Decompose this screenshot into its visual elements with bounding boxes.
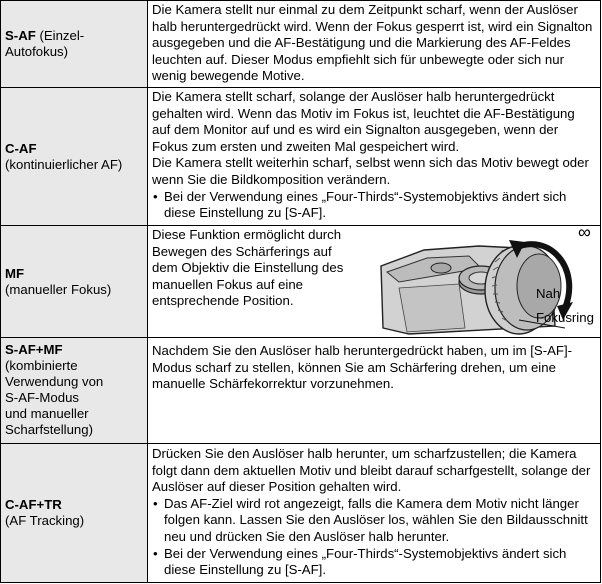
mode-cell [1,1,148,87]
mode-name: C-AF [5,140,37,156]
mode-cell [1,338,148,443]
mode-desc-line: (kontinuierlicher AF) [5,156,123,172]
table-row-mf [1,222,601,338]
description-cell [148,1,601,87]
infinity-label: ∞ [578,222,591,242]
mode-name: S-AF [5,28,36,43]
mode-cell [1,88,148,225]
mode-desc-line: (Einzel- [35,28,85,43]
description-cell [148,222,601,337]
mode-desc-line: Autofokus) [5,44,69,59]
bullet-text: Bei der Verwendung eines „Four-Thirds“-Systemobjektivs ändert sich diese Einstellung zu [S-AF]. [164,545,567,578]
mode-desc-line: (manueller Fokus) [5,281,112,297]
mode-cell [1,226,148,337]
focus-ring-label: Fokusring [536,310,594,325]
near-label: Nah [536,286,561,301]
mode-name: MF [5,265,25,281]
description-paragraph: Die Kamera stellt weiterhin scharf, selbst wenn sich das Motiv bewegt oder wenn Sie die Bildkomposition verändern. [152,155,589,187]
mode-cell [1,444,148,582]
bullet-text: Das AF-Ziel wird rot angezeigt, falls die Kamera dem Motiv nicht länger folgen kann. Lassen Sie den Auslöser los, wählen Sie den Bildausschnitt neu und drücken Sie den Auslöser halb herunter. [164,495,588,544]
bullet-text: Bei der Verwendung eines „Four-Thirds“-Systemobjektivs ändert sich diese Einstellung zu [S-AF]. [164,188,567,221]
description-paragraph: Drücken Sie den Auslöser halb herunter, um scharfzustellen; die Kamera folgt dann dem aktuellen Motiv und bleibt darauf scharfgestellt, solange der Auslöser auf dieser Position gehalten wird. [152,446,591,495]
mode-name: S-AF+MF [5,342,63,357]
mode-desc-line: und manueller [5,406,89,421]
table-row-c-af [1,88,601,226]
mode-desc-line: S-AF-Modus [5,390,80,405]
mode-desc-line: Verwendung von [5,374,104,389]
table-row-c-af-tr [1,444,601,583]
description-paragraph: Die Kamera stellt nur einmal zu dem Zeitpunkt scharf, wenn der Auslöser halb heruntergedrückt wird. Wenn der Fokus gesperrt ist, wird ein Signalton ausgegeben und die AF-Bestätigung und die Markierung des AF-Feldes leuchten auf. Dieser Modus empfiehlt sich für unbewegte oder sich nur wenig bewegende Motive. [152,2,593,84]
description-cell [148,444,601,582]
mode-desc-line: Scharfstellung) [5,422,93,437]
table-row-s-af-mf [1,338,601,444]
description-paragraph: Die Kamera stellt scharf, solange der Auslöser halb heruntergedrückt gehalten wird. Wenn das Motiv im Fokus ist, leuchtet die AF-Bestätigung auf dem Monitor auf und es wird ein Signalton ausgegeben, wenn der Fokus zum ersten und zweiten Mal gespeichert wird. [152,89,575,154]
bullet-item: • Bei der Verwendung eines „Four-Thirds“-Systemobjektivs ändert sich diese Einstellung zu [S-AF]. [152,546,596,579]
description-paragraph: Nachdem Sie den Auslöser halb heruntergedrückt haben, um im [S-AF]-Modus scharf zu stellen, können Sie am Schärfering drehen, um eine manuelle Schärfekorrektur vorzunehmen. [152,343,573,392]
mode-name: C-AF+TR [5,497,62,512]
bullet-item: • Das AF-Ziel wird rot angezeigt, falls die Kamera dem Motiv nicht länger folgen kann. Lassen Sie den Auslöser los, wählen Sie den Bildausschnitt neu und drücken Sie den Auslöser halb herunter. [152,496,596,546]
mode-desc-line: (AF Tracking) [5,513,85,528]
bullet-item: • Bei der Verwendung eines „Four-Thirds“-Systemobjektivs ändert sich diese Einstellung zu [S-AF]. [152,189,596,222]
mode-desc-line: (kombinierte [5,358,78,373]
description-cell [148,338,601,443]
description-cell [148,88,601,225]
description-paragraph: Diese Funktion ermöglicht durch Bewegen des Schärferings auf dem Objektiv die Einstellung des manuellen Fokus auf eine entsprechende Position. [152,227,344,309]
table-row-s-af [1,1,601,88]
